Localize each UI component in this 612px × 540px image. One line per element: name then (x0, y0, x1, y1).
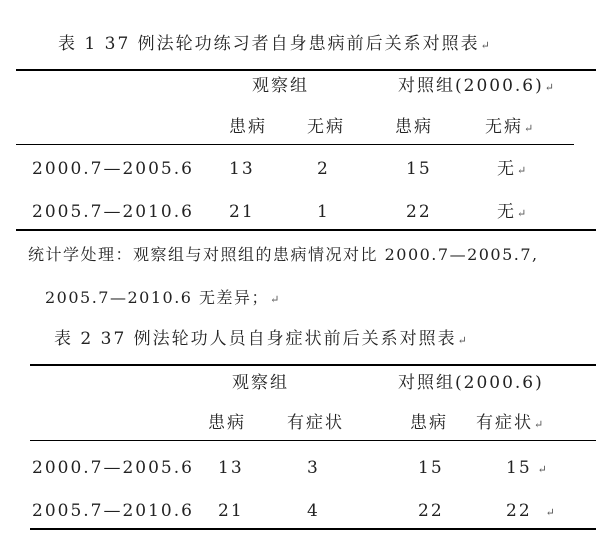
paragraph-mark-icon: ↵ (534, 418, 544, 431)
table1-header-rule (16, 144, 574, 145)
paragraph-mark-icon: ↵ (545, 506, 555, 519)
table2-cell: 15 ↵ (506, 458, 547, 478)
table1-cell: 1 (317, 202, 330, 222)
table1-cell: 15 (406, 159, 432, 179)
table1-cell: 无↵ (497, 159, 527, 179)
table2-sub-header: 患病 (208, 413, 246, 433)
table2-header-rule (30, 440, 596, 441)
statistics-note-line1: 统计学处理：观察组与对照组的患病情况对比 2000.7—2005.7, (28, 245, 539, 264)
table1-bottom-rule (16, 229, 596, 231)
table1-sub-header: 患病 (395, 117, 433, 137)
table1-cell: 13 (229, 159, 255, 179)
paragraph-mark-icon: ↵ (537, 463, 547, 476)
table1-sub-header: 患病 (229, 117, 267, 137)
table1-caption: 表 1 37 例法轮功练习者自身患病前后关系对照表↵ (58, 34, 490, 54)
table2-group-control: 对照组(2000.6) (398, 373, 544, 393)
table1-cell: 21 (229, 202, 255, 222)
table1-row-period: 2000.7—2005.6 (32, 159, 194, 179)
table2-bottom-rule (30, 528, 596, 530)
table2-sub-header: 有症状 (287, 413, 344, 433)
table1-cell: 2 (317, 159, 330, 179)
paragraph-mark-icon: ↵ (457, 334, 467, 347)
table2-cell: 22 ↵ (506, 501, 555, 521)
table2-cell: 4 (307, 501, 320, 521)
table1-sub-header: 无病↵ (485, 117, 534, 137)
table1-group-control: 对照组(2000.6)↵ (398, 76, 554, 96)
table2-cell: 3 (307, 458, 320, 478)
table2-row-period: 2005.7—2010.6 (32, 501, 194, 521)
table2-group-observe: 观察组 (232, 373, 289, 393)
table1-group-observe: 观察组 (252, 76, 309, 96)
table2-row-period: 2000.7—2005.6 (32, 458, 194, 478)
table2-cell: 15 (418, 458, 444, 478)
paragraph-mark-icon: ↵ (480, 39, 490, 52)
table1-top-rule (16, 69, 596, 71)
table1-sub-header: 无病 (307, 117, 345, 137)
paragraph-mark-icon: ↵ (517, 207, 527, 220)
table2-cell: 13 (218, 458, 244, 478)
paragraph-mark-icon: ↵ (544, 81, 554, 94)
table1-cell: 无↵ (497, 202, 527, 222)
table2-caption: 表 2 37 例法轮功人员自身症状前后关系对照表↵ (54, 329, 467, 349)
table2-sub-header: 患病 (410, 413, 448, 433)
table2-sub-header: 有症状↵ (476, 413, 544, 433)
table2-top-rule (30, 364, 596, 366)
paragraph-mark-icon: ↵ (517, 164, 527, 177)
table2-cell: 22 (418, 501, 444, 521)
table2-cell: 21 (218, 501, 244, 521)
table1-cell: 22 (406, 202, 432, 222)
statistics-note-line2: 2005.7—2010.6 无差异；↵ (45, 288, 280, 307)
paragraph-mark-icon: ↵ (270, 293, 280, 306)
table1-row-period: 2005.7—2010.6 (32, 202, 194, 222)
paragraph-mark-icon: ↵ (524, 122, 534, 135)
